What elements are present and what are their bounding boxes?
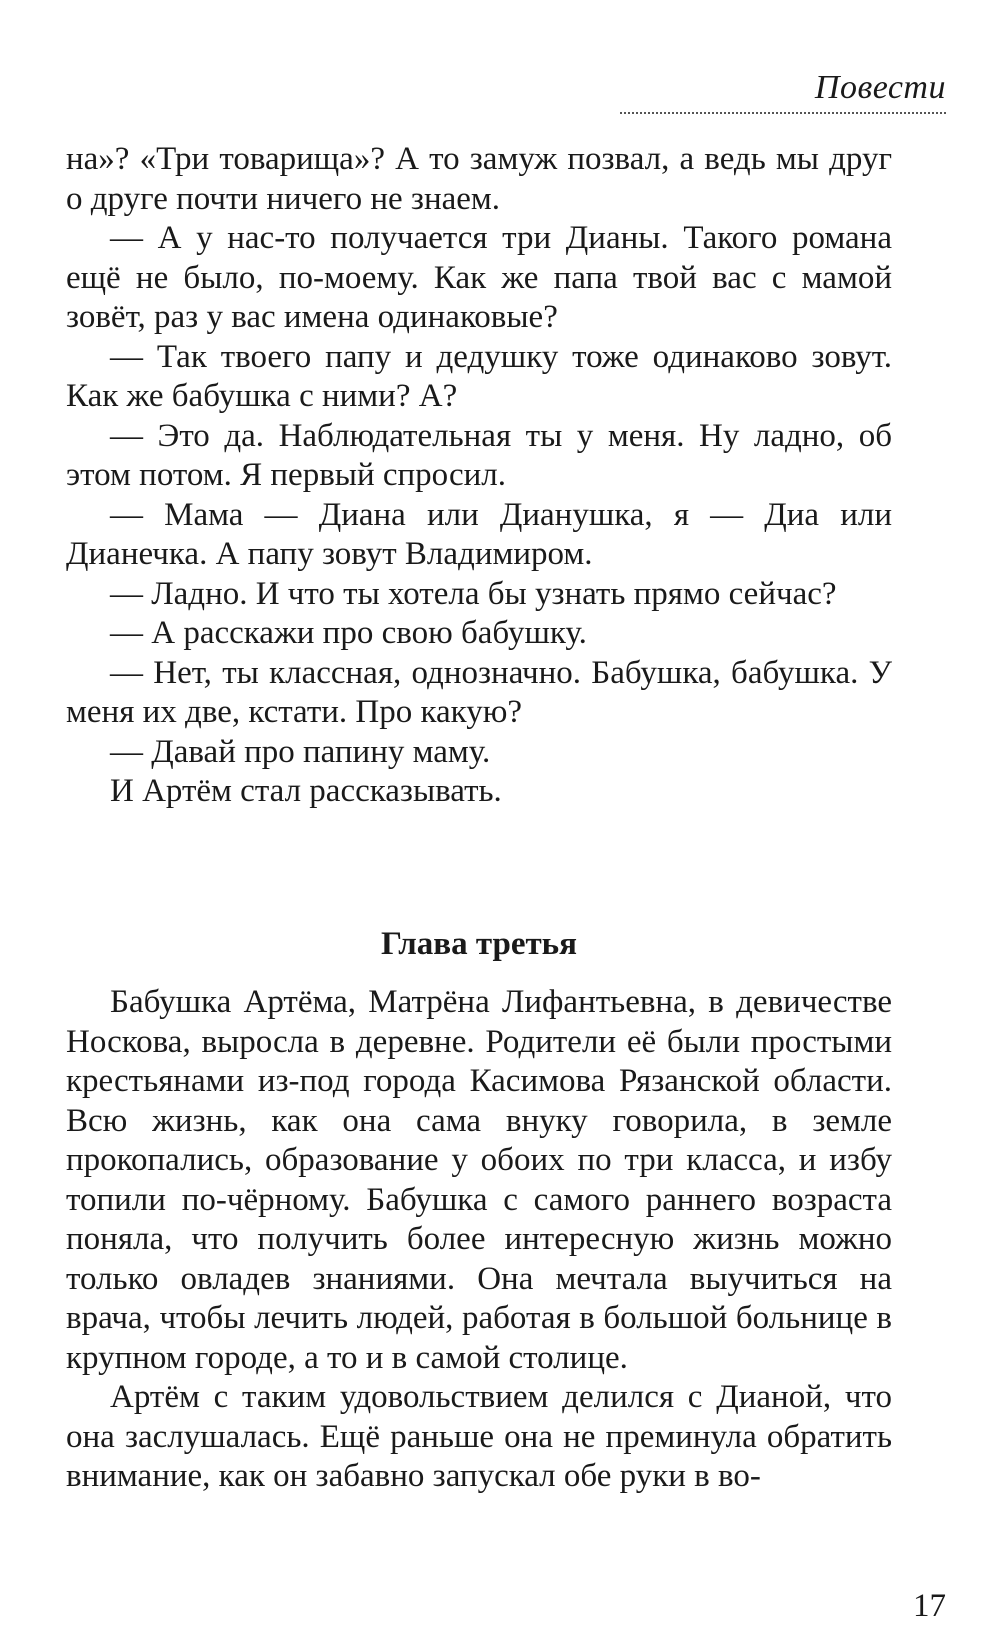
header-dotted-rule (620, 112, 946, 114)
paragraph: — Ладно. И что ты хотела бы узнать прямо сейчас? (110, 575, 837, 612)
paragraph: — Давай про папину маму. (110, 733, 491, 770)
page-number: 17 (913, 1588, 946, 1624)
paragraph: — А расскажи про свою бабушку. (110, 615, 587, 651)
body-text-chapter (66, 983, 892, 1497)
paragraph: — Нет, ты классная, однозначно. Бабушка, бабушка. У меня их две, кстати. Про какую? (66, 654, 892, 730)
paragraph: И Артём стал рассказывать. (110, 773, 502, 809)
paragraph: — Так твоего папу и дедушку тоже одинаково зовут. Как же бабушка с ними? А? (66, 338, 892, 414)
paragraph: на»? «Три товарища»? А то замуж позвал, а ведь мы друг о друге почти ничего не знаем. (66, 141, 892, 217)
chapter-title: Глава третья (381, 926, 577, 962)
body-text-top (66, 140, 892, 812)
running-header (620, 66, 946, 114)
paragraph: Бабушка Артёма, Матрёна Лифантьевна, в девичестве Носкова, выросла в деревне. Родители её были простыми крестьянами из-под города Касимова Рязанской области. Всю жизнь, как она сама внуку говорила, в земле прокопались, образование у обоих по три класса, и избу топили по-чёрному. Бабушка с самого раннего возраста поняла, что получить более интересную жизнь можно только овладев знаниями. Она мечтала выучиться на врача, чтобы лечить людей, работая в большой больнице в крупном городе, а то и в самой столице. (66, 984, 892, 1376)
paragraph: — А у нас-то получается три Дианы. Такого романа ещё не было, по-моему. Как же папа твой вас с мамой зовёт, раз у вас имена одинаковые? (66, 220, 892, 335)
running-header-title: Повести (814, 69, 946, 106)
paragraph: Артём с таким удовольствием делился с Дианой, что она заслушалась. Ещё раньше она не преминула обратить внимание, как он забавно запускал обе руки в во- (66, 1379, 892, 1494)
paragraph: — Это да. Наблюдательная ты у меня. Ну ладно, об этом потом. Я первый спросил. (66, 417, 892, 493)
paragraph: — Мама — Диана или Дианушка, я — Диа или Дианечка. А папу зовут Владимиром. (66, 496, 892, 572)
